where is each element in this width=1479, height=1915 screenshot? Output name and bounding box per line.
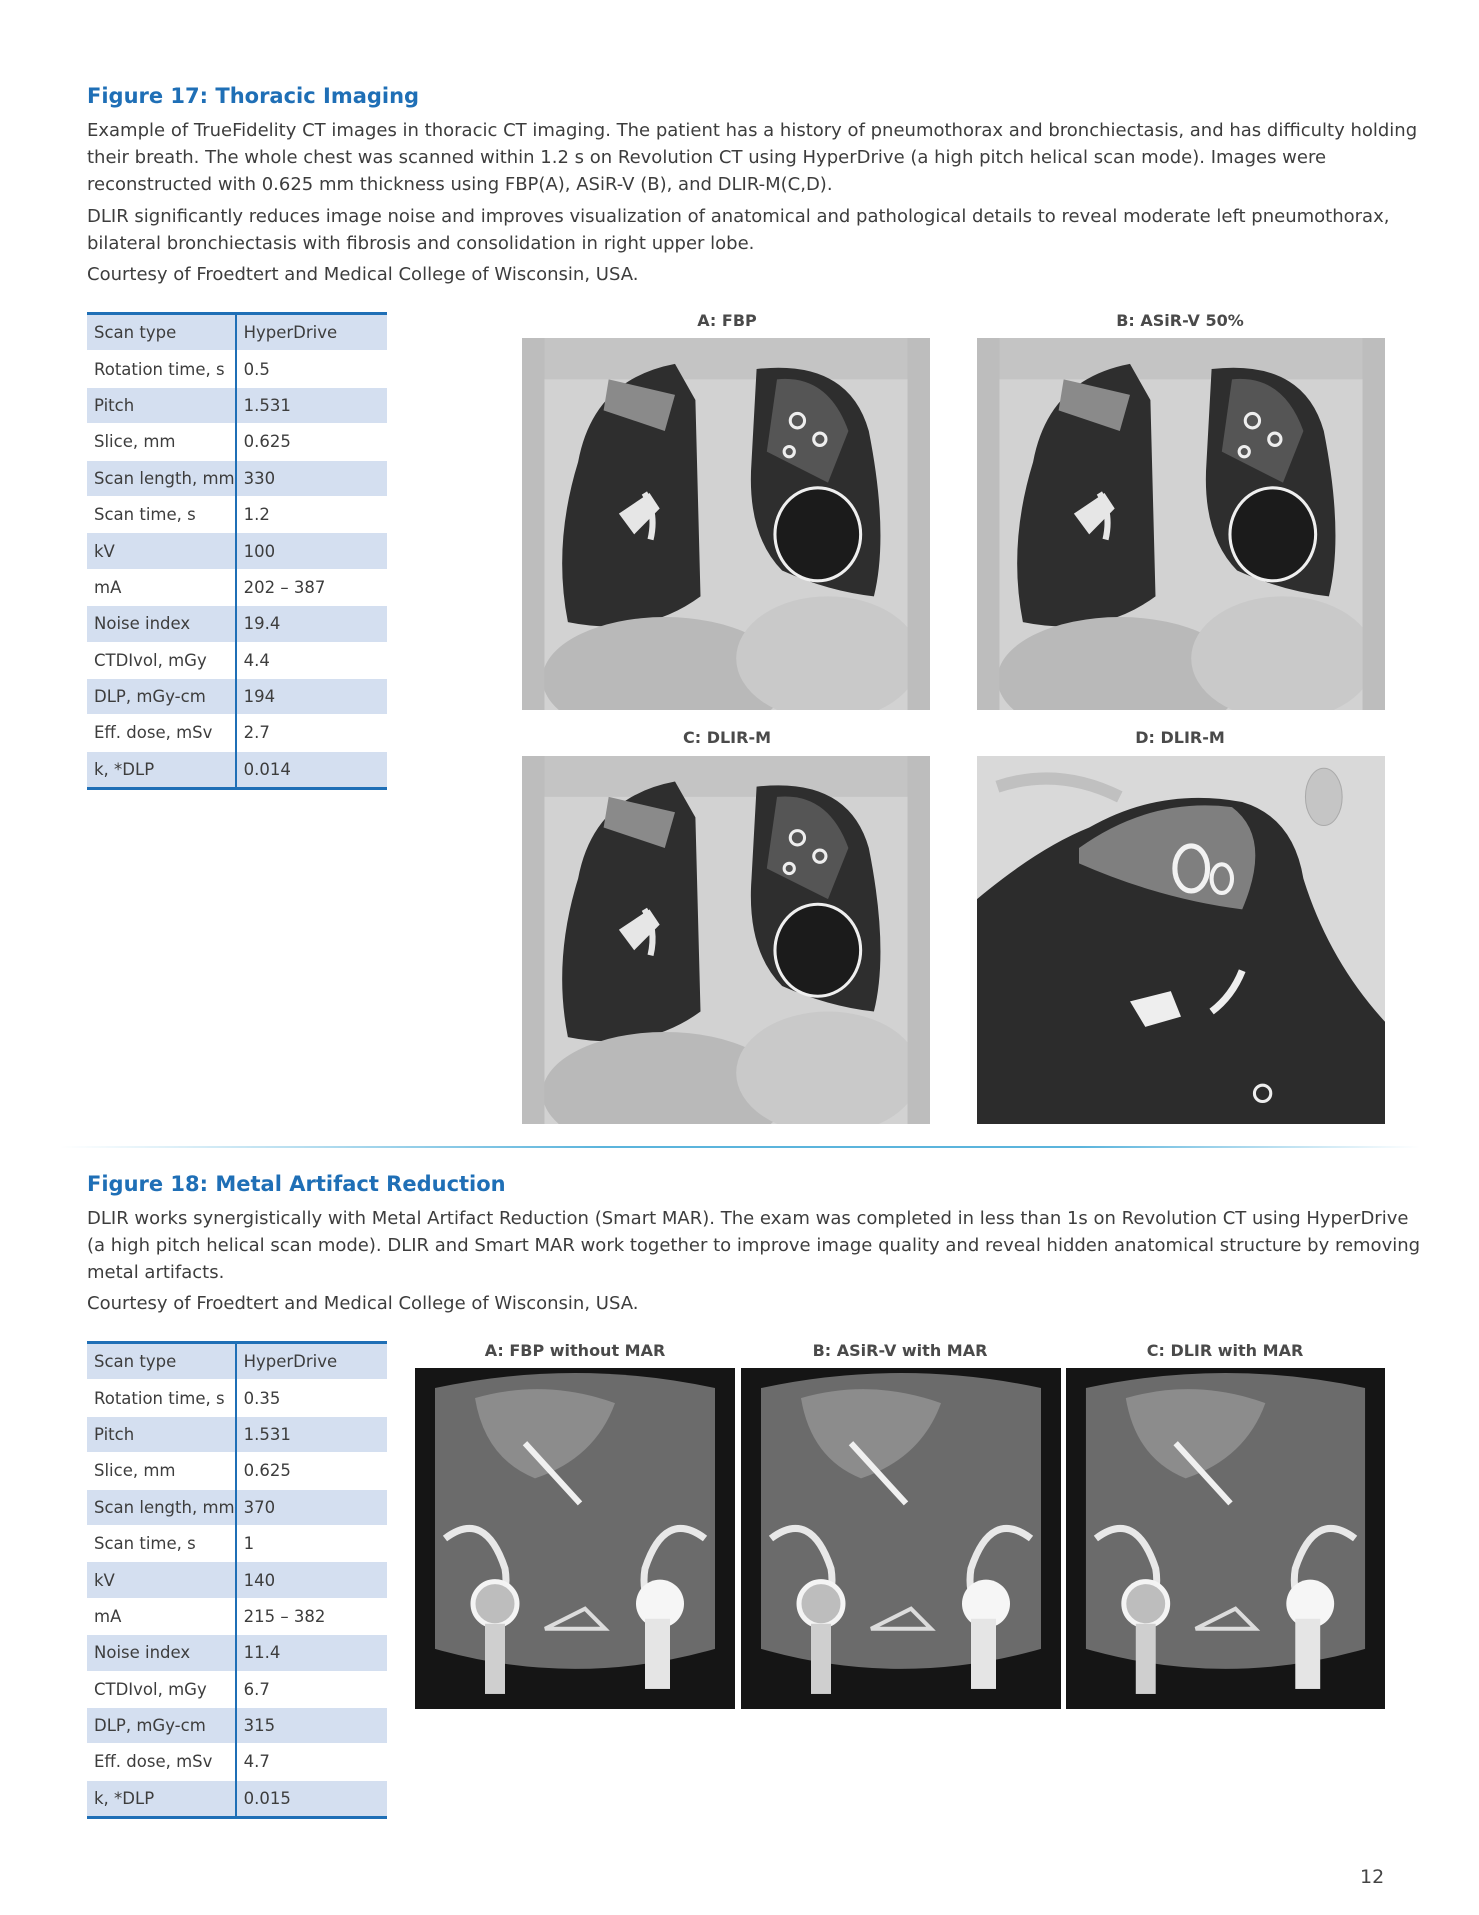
fig18-row [87, 1707, 387, 1743]
figure-18-scan-parameters-table [87, 1341, 387, 1819]
ct-image-thoracic-fbp [522, 338, 930, 710]
fig18-row [87, 1453, 387, 1489]
parameter-value: 1.531 [236, 387, 387, 423]
ct-image-thoracic-asir-v [977, 338, 1385, 710]
parameter-name: Noise index [87, 606, 236, 642]
fig18-row [87, 1780, 387, 1817]
fig18-row [87, 1562, 387, 1598]
fig17-row [87, 569, 387, 605]
parameter-name: Rotation time, s [87, 351, 236, 387]
fig17-row [87, 314, 387, 351]
fig18-row [87, 1525, 387, 1561]
parameter-value: 19.4 [236, 606, 387, 642]
fig18-row [87, 1416, 387, 1452]
ct-image-thoracic-dlir-m-zoom [977, 756, 1385, 1124]
parameter-name: Scan type [87, 314, 236, 351]
figure-18-label-c: C: DLIR with MAR [1146, 1341, 1304, 1360]
parameter-name: Slice, mm [87, 424, 236, 460]
parameter-name: kV [87, 1562, 236, 1598]
figure-17-title: Figure 17: Thoracic Imaging [87, 84, 420, 108]
fig17-row [87, 642, 387, 678]
fig18-row [87, 1598, 387, 1634]
parameter-name: mA [87, 569, 236, 605]
parameter-value: 100 [236, 533, 387, 569]
fig18-row [87, 1489, 387, 1525]
figure-17-description: Example of TrueFidelity CT images in thoracic CT imaging. The patient has a history of pneumothorax and bronchiectasis, and has difficulty holding their breath. The whole chest was scanned within 1.2 s on Revolution CT using HyperDrive (a high pitch helical scan mode). Images were reconstructed with 0.625 mm thickness using FBP(A), ASiR-V (B), and DLIR-M(C,D). [87, 120, 1418, 195]
parameter-name: Slice, mm [87, 1453, 236, 1489]
parameter-name: k, *DLP [87, 1780, 236, 1817]
fig18-row [87, 1671, 387, 1707]
fig17-row [87, 606, 387, 642]
figure-17-label-d: D: DLIR-M [1135, 728, 1225, 747]
fig17-row [87, 460, 387, 496]
parameter-value: 0.625 [236, 1453, 387, 1489]
parameter-value: HyperDrive [236, 1343, 387, 1380]
fig18-row [87, 1343, 387, 1380]
figure-17-scan-parameters-table [87, 312, 387, 790]
figure-17-label-b: B: ASiR-V 50% [1116, 311, 1244, 330]
figure-18-label-a: A: FBP without MAR [484, 1341, 666, 1360]
parameter-name: Scan time, s [87, 496, 236, 532]
parameter-value: 4.7 [236, 1744, 387, 1780]
parameter-value: 330 [236, 460, 387, 496]
parameter-name: Scan length, mm [87, 1489, 236, 1525]
fig17-row [87, 533, 387, 569]
parameter-value: 140 [236, 1562, 387, 1598]
parameter-value: 6.7 [236, 1671, 387, 1707]
figure-17-label-c: C: DLIR-M [682, 728, 772, 747]
parameter-name: Scan type [87, 1343, 236, 1380]
figure-17-findings: DLIR significantly reduces image noise and improves visualization of anatomical and pathological details to reveal moderate left pneumothorax, bilateral bronchiectasis with fibrosis and consolidation in right upper lobe. [87, 206, 1390, 254]
parameter-name: Eff. dose, mSv [87, 1744, 236, 1780]
parameter-value: 2.7 [236, 715, 387, 751]
parameter-name: Pitch [87, 387, 236, 423]
parameter-value: 202 – 387 [236, 569, 387, 605]
figure-18-courtesy: Courtesy of Froedtert and Medical College of Wisconsin, USA. [87, 1293, 639, 1314]
fig17-row [87, 351, 387, 387]
fig18-row [87, 1380, 387, 1416]
parameter-name: mA [87, 1598, 236, 1634]
parameter-name: Scan length, mm [87, 460, 236, 496]
parameter-value: 315 [236, 1707, 387, 1743]
parameter-name: DLP, mGy-cm [87, 1707, 236, 1743]
fig17-row [87, 715, 387, 751]
parameter-value: 1.2 [236, 496, 387, 532]
section-divider [60, 1146, 1420, 1148]
parameter-name: Noise index [87, 1635, 236, 1671]
parameter-value: 0.35 [236, 1380, 387, 1416]
fig17-row [87, 387, 387, 423]
parameter-name: Pitch [87, 1416, 236, 1452]
parameter-value: 1 [236, 1525, 387, 1561]
parameter-value: 194 [236, 678, 387, 714]
figure-17-courtesy: Courtesy of Froedtert and Medical College of Wisconsin, USA. [87, 264, 639, 285]
fig17-row [87, 424, 387, 460]
parameter-value: HyperDrive [236, 314, 387, 351]
fig17-row [87, 496, 387, 532]
fig18-row [87, 1744, 387, 1780]
figure-18-title: Figure 18: Metal Artifact Reduction [87, 1172, 506, 1196]
ct-image-thoracic-dlir-m [522, 756, 930, 1124]
figure-18-label-b: B: ASiR-V with MAR [812, 1341, 988, 1360]
ct-image-pelvis-fbp-without-mar [415, 1368, 735, 1709]
fig17-row [87, 678, 387, 714]
parameter-name: CTDIvol, mGy [87, 1671, 236, 1707]
parameter-name: Eff. dose, mSv [87, 715, 236, 751]
ct-image-pelvis-dlir-with-mar [1066, 1368, 1385, 1709]
parameter-value: 0.625 [236, 424, 387, 460]
fig17-row [87, 751, 387, 788]
figure-17-label-a: A: FBP [697, 311, 757, 330]
page-number: 12 [1360, 1866, 1385, 1888]
parameter-value: 0.015 [236, 1780, 387, 1817]
parameter-name: DLP, mGy-cm [87, 678, 236, 714]
parameter-value: 1.531 [236, 1416, 387, 1452]
parameter-name: Scan time, s [87, 1525, 236, 1561]
ct-image-pelvis-asir-v-with-mar [741, 1368, 1061, 1709]
figure-18-description: DLIR works synergistically with Metal Artifact Reduction (Smart MAR). The exam was completed in less than 1s on Revolution CT using HyperDrive (a high pitch helical scan mode). DLIR and Smart MAR work together to improve image quality and reveal hidden anatomical structure by removing metal artifacts. [87, 1208, 1421, 1283]
parameter-value: 0.014 [236, 751, 387, 788]
parameter-name: Rotation time, s [87, 1380, 236, 1416]
fig18-row [87, 1635, 387, 1671]
parameter-value: 215 – 382 [236, 1598, 387, 1634]
parameter-value: 4.4 [236, 642, 387, 678]
parameter-name: k, *DLP [87, 751, 236, 788]
parameter-value: 0.5 [236, 351, 387, 387]
parameter-name: kV [87, 533, 236, 569]
parameter-name: CTDIvol, mGy [87, 642, 236, 678]
parameter-value: 370 [236, 1489, 387, 1525]
parameter-value: 11.4 [236, 1635, 387, 1671]
